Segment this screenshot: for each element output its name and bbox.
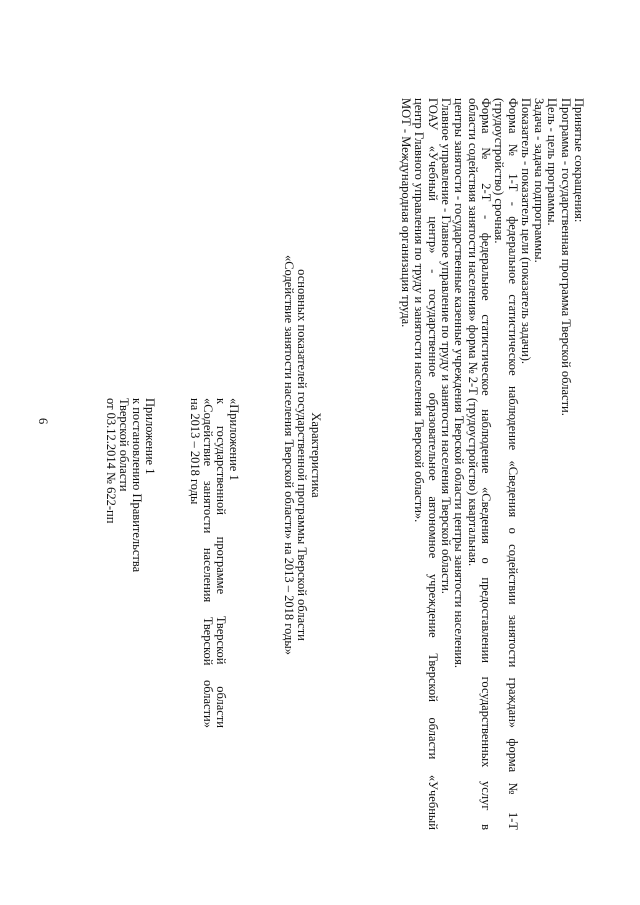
abbreviations-section (399, 98, 585, 830)
abbreviation-item: Форма № 1-Т - федеральное статистическое наблюдение «Сведения о содействии занятости граждан» форма № 1-Т (505, 98, 520, 830)
heading-subtitle: «Содействие занятости населения Тверской области» на 2013 – 2018 годы» (282, 254, 296, 656)
abbreviation-item: Задача - задача подпрограммы. (532, 98, 547, 263)
appendix-line: Тверской области (117, 398, 131, 492)
abbreviation-item: Показатель - показатель цели (показатель задачи). (518, 98, 533, 365)
appendix-block-resolution (104, 398, 156, 728)
abbreviation-item: Программа - государственная программа Тверской области. (558, 98, 573, 416)
abbreviation-item: центр Главного управления по труду и занятости населения Тверской области». (412, 98, 427, 523)
heading-title: Характеристика (309, 412, 323, 498)
abbreviation-item: (трудоустройство) срочная. (492, 98, 507, 244)
heading-subtitle: основных показателей государственной программы Тверской области (295, 269, 310, 641)
appendix-line: «Содействие занятости населения Тверской области» (201, 398, 215, 728)
appendix-line: к государственной программе Тверской области (214, 398, 228, 728)
abbreviation-item: МОТ - Международная организация труда. (399, 98, 414, 328)
document-heading (282, 150, 323, 760)
abbreviations-title: Принятые сокращения: (572, 98, 586, 223)
appendix-block-program (188, 398, 240, 728)
abbreviation-item: центры занятости - государственные казенные учреждения Тверской области центры занятости населения. (452, 98, 467, 668)
appendix-line: от 03.12.2014 № 622-пп (104, 398, 118, 524)
appendix-line: к постановлению Правительства (130, 398, 144, 573)
abbreviation-item: области содействия занятости населения» форма № 2-Т (трудоустройство) квартальная. (465, 98, 480, 567)
abbreviation-item: Главное управление - Главное управление по труду и занятости населения Тверской области. (439, 98, 454, 594)
abbreviation-item: ГОАУ «Учебный центр» - государственное образовательное автономное учреждение Тверской области «Учебный (425, 98, 440, 830)
abbreviation-item: Форма № 2-Т - федеральное статистическое наблюдение «Сведения о предоставлении государственных услуг в (478, 98, 493, 830)
abbreviation-item: Цель - цель программы. (545, 98, 560, 226)
appendix-line: на 2013 – 2018 годы (188, 398, 202, 505)
appendix-line: Приложение 1 (143, 398, 157, 475)
page-number: 6 (36, 418, 50, 425)
appendix-line: «Приложение 1 (227, 398, 241, 481)
